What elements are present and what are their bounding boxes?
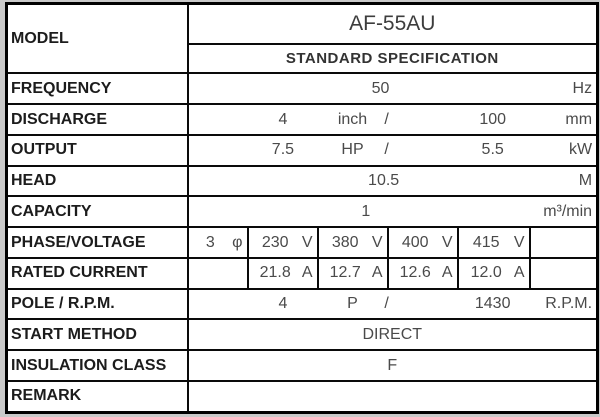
pole-unit: P <box>347 295 358 313</box>
voltage-unit: V <box>441 233 453 251</box>
remark-value <box>188 381 598 413</box>
voltage-cell-empty <box>530 227 598 258</box>
discharge-value-mm: 100 <box>479 110 507 128</box>
voltage-value: 380 <box>331 233 359 251</box>
head-unit: M <box>578 172 593 190</box>
phase-value: 3 <box>205 233 215 251</box>
row-label-capacity: CAPACITY <box>7 196 188 227</box>
current-cell-380 <box>318 258 388 289</box>
row-label-head: HEAD <box>7 166 188 197</box>
output-separator: / <box>384 141 389 159</box>
head-value: 10.5 <box>368 172 400 190</box>
discharge-unit-inch: inch <box>337 110 368 128</box>
head-cell <box>188 166 598 197</box>
output-value-hp: 7.5 <box>271 141 295 159</box>
insulation-class-value: F <box>188 350 598 381</box>
output-cell <box>188 135 598 166</box>
voltage-value: 400 <box>401 233 429 251</box>
table-row <box>7 289 598 320</box>
capacity-unit: m³/min <box>543 202 593 220</box>
current-cell-empty <box>188 258 248 289</box>
table-row <box>7 227 598 258</box>
row-label-rated-current: RATED CURRENT <box>7 258 188 289</box>
row-label-output: OUTPUT <box>7 135 188 166</box>
capacity-value: 1 <box>361 202 371 220</box>
discharge-cell <box>188 104 598 135</box>
voltage-unit: V <box>513 233 525 251</box>
row-label-discharge: DISCHARGE <box>7 104 188 135</box>
model-value: AF-55AU <box>188 4 598 45</box>
rpm-unit: R.P.M. <box>545 295 593 313</box>
voltage-cell-380 <box>318 227 388 258</box>
frequency-unit: Hz <box>572 79 593 97</box>
table-row <box>7 4 598 45</box>
current-value: 21.8 <box>259 264 291 282</box>
pole-rpm-cell <box>188 289 598 320</box>
discharge-unit-mm: mm <box>565 110 593 128</box>
row-label-frequency: FREQUENCY <box>7 73 188 104</box>
pole-rpm-separator: / <box>384 295 389 313</box>
start-method-value: DIRECT <box>188 319 598 350</box>
output-value-kw: 5.5 <box>481 141 504 159</box>
row-label-start-method: START METHOD <box>7 319 188 350</box>
phase-cell <box>188 227 248 258</box>
pole-value: 4 <box>278 295 288 313</box>
spec-sheet <box>5 2 599 414</box>
voltage-cell-230 <box>248 227 318 258</box>
voltage-unit: V <box>301 233 313 251</box>
voltage-value: 415 <box>472 233 500 251</box>
frequency-cell <box>188 73 598 104</box>
table-row <box>7 73 598 104</box>
table-row <box>7 104 598 135</box>
frequency-value: 50 <box>371 79 390 97</box>
phase-symbol: φ <box>232 233 243 251</box>
discharge-value-inch: 4 <box>278 110 288 128</box>
row-label-model: MODEL <box>7 4 188 74</box>
voltage-value: 230 <box>261 233 289 251</box>
current-value: 12.6 <box>399 264 431 282</box>
current-cell-empty-right <box>530 258 598 289</box>
spec-title: STANDARD SPECIFICATION <box>188 44 598 73</box>
current-unit: A <box>301 264 313 282</box>
current-cell-230 <box>248 258 318 289</box>
table-row <box>7 166 598 197</box>
row-label-insulation-class: INSULATION CLASS <box>7 350 188 381</box>
table-row <box>7 135 598 166</box>
current-cell-400 <box>388 258 458 289</box>
table-row <box>7 258 598 289</box>
current-value: 12.0 <box>470 264 502 282</box>
row-label-pole-rpm: POLE / R.P.M. <box>7 289 188 320</box>
row-label-phase-voltage: PHASE/VOLTAGE <box>7 227 188 258</box>
output-unit-kw: kW <box>568 141 593 159</box>
voltage-unit: V <box>371 233 383 251</box>
current-cell-415 <box>458 258 530 289</box>
voltage-cell-415 <box>458 227 530 258</box>
capacity-cell <box>188 196 598 227</box>
current-unit: A <box>371 264 383 282</box>
table-row <box>7 350 598 381</box>
output-unit-hp: HP <box>341 141 364 159</box>
table-row <box>7 381 598 413</box>
row-label-remark: REMARK <box>7 381 188 413</box>
current-unit: A <box>513 264 525 282</box>
rpm-value: 1430 <box>474 295 511 313</box>
voltage-cell-400 <box>388 227 458 258</box>
table-row <box>7 319 598 350</box>
current-value: 12.7 <box>329 264 361 282</box>
current-unit: A <box>441 264 453 282</box>
spec-table <box>5 2 599 414</box>
table-row <box>7 196 598 227</box>
discharge-separator: / <box>384 110 389 128</box>
